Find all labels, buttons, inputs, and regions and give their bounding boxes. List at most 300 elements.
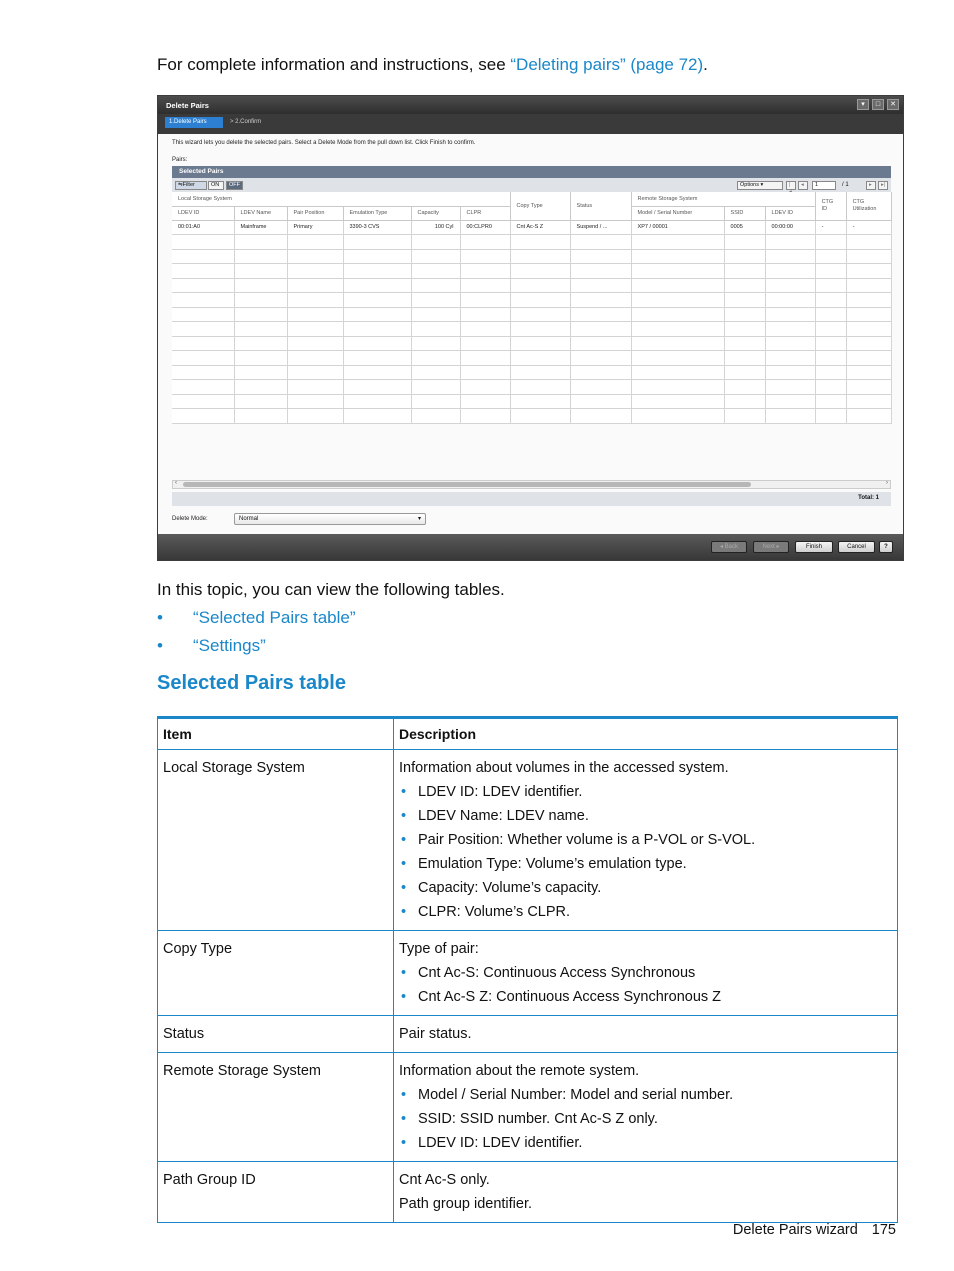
empty-cell — [411, 394, 460, 409]
empty-cell — [172, 409, 234, 424]
list-item — [399, 900, 892, 924]
empty-cell — [172, 264, 234, 279]
empty-cell — [815, 278, 846, 293]
empty-cell — [570, 278, 631, 293]
list-item — [399, 852, 892, 876]
bullet-icon: • — [401, 965, 407, 981]
bullet-text: SSID: SSID number. Cnt Ac-S Z only. — [418, 1111, 658, 1127]
wizard-description: This wizard lets you delete the selected pairs. Select a Delete Mode from the pull down list. Click Finish to confirm. — [172, 140, 476, 146]
empty-cell — [234, 380, 287, 395]
empty-cell — [570, 293, 631, 308]
empty-row — [172, 264, 891, 279]
empty-cell — [846, 278, 891, 293]
empty-cell — [172, 278, 234, 293]
empty-cell — [846, 380, 891, 395]
col-model-serial[interactable]: Model / Serial Number — [631, 206, 724, 220]
col-ldev-name[interactable]: LDEV Name — [234, 206, 287, 220]
empty-cell — [460, 278, 510, 293]
scroll-left-icon[interactable]: ‹ — [175, 480, 177, 486]
cell-model-serial: XP7 / 00001 — [631, 220, 724, 235]
empty-cell — [815, 365, 846, 380]
empty-cell — [287, 351, 343, 366]
options-button[interactable]: Options ▾ — [737, 181, 783, 190]
empty-cell — [234, 278, 287, 293]
horizontal-scrollbar[interactable] — [172, 480, 891, 489]
description-cell — [394, 931, 898, 1016]
empty-cell — [570, 394, 631, 409]
description-text: Information about volumes in the accessed system. — [399, 760, 729, 776]
bullet-text: LDEV ID: LDEV identifier. — [418, 1135, 583, 1151]
page-footer — [733, 1222, 896, 1238]
finish-button[interactable]: Finish — [795, 541, 833, 553]
description-text: Pair status. — [399, 1026, 472, 1042]
empty-cell — [510, 365, 570, 380]
col-capacity[interactable]: Capacity — [411, 206, 460, 220]
step-delete-pairs: 1.Delete Pairs — [165, 117, 223, 128]
cell-ssid: 0005 — [724, 220, 765, 235]
empty-cell — [724, 336, 765, 351]
remote-storage-group-header: Remote Storage System — [631, 192, 815, 206]
empty-cell — [172, 336, 234, 351]
delete-mode-select[interactable] — [234, 513, 426, 525]
empty-cell — [570, 235, 631, 250]
empty-cell — [343, 394, 411, 409]
empty-cell — [815, 409, 846, 424]
list-item — [399, 985, 892, 1009]
bullet-text: Cnt Ac-S: Continuous Access Synchronous — [418, 965, 696, 981]
empty-cell — [631, 409, 724, 424]
empty-cell — [172, 307, 234, 322]
empty-cell — [510, 394, 570, 409]
empty-cell — [846, 394, 891, 409]
empty-cell — [510, 264, 570, 279]
empty-cell — [343, 322, 411, 337]
col-pair-position[interactable]: Pair Position — [287, 206, 343, 220]
empty-cell — [234, 249, 287, 264]
empty-cell — [631, 365, 724, 380]
bullet-icon: • — [401, 904, 407, 920]
empty-cell — [631, 278, 724, 293]
empty-cell — [234, 409, 287, 424]
cancel-button[interactable]: Cancel — [838, 541, 875, 553]
description-text: Cnt Ac-S only. — [399, 1172, 490, 1188]
col-ctg-utilization[interactable]: CTG Utilization — [846, 192, 891, 220]
empty-row — [172, 322, 891, 337]
list-item — [399, 828, 892, 852]
empty-cell — [411, 365, 460, 380]
total-count: Total: 1 — [858, 495, 879, 501]
bullet-text: LDEV Name: LDEV name. — [418, 808, 589, 824]
empty-cell — [510, 322, 570, 337]
empty-cell — [846, 336, 891, 351]
empty-cell — [287, 380, 343, 395]
empty-cell — [460, 307, 510, 322]
wizard-title: Delete Pairs — [158, 96, 903, 114]
description-text: Information about the remote system. — [399, 1063, 640, 1079]
section-heading: Selected Pairs table — [157, 672, 346, 694]
minimize-icon[interactable]: ▾ — [857, 99, 869, 110]
item-cell: Copy Type — [158, 931, 394, 1016]
empty-cell — [510, 307, 570, 322]
empty-row — [172, 336, 891, 351]
empty-cell — [846, 409, 891, 424]
description-cell — [394, 1016, 898, 1053]
list-item — [399, 1083, 892, 1107]
list-item — [157, 608, 356, 636]
empty-cell — [724, 351, 765, 366]
col-clpr[interactable]: CLPR — [460, 206, 510, 220]
empty-cell — [765, 264, 815, 279]
empty-cell — [234, 394, 287, 409]
deleting-pairs-link[interactable]: “Deleting pairs” (page 72) — [510, 55, 704, 74]
empty-cell — [570, 365, 631, 380]
empty-cell — [765, 293, 815, 308]
bullet-icon: • — [401, 856, 407, 872]
empty-cell — [234, 336, 287, 351]
empty-cell — [765, 249, 815, 264]
empty-cell — [724, 365, 765, 380]
description-cell — [394, 1053, 898, 1162]
empty-cell — [724, 409, 765, 424]
empty-cell — [570, 336, 631, 351]
empty-cell — [724, 307, 765, 322]
empty-cell — [846, 293, 891, 308]
item-cell: Status — [158, 1016, 394, 1053]
empty-cell — [172, 394, 234, 409]
empty-cell — [724, 235, 765, 250]
table-row — [158, 1053, 898, 1162]
empty-cell — [724, 249, 765, 264]
empty-cell — [510, 278, 570, 293]
empty-cell — [815, 264, 846, 279]
bullet-text: CLPR: Volume’s CLPR. — [418, 904, 571, 920]
empty-cell — [460, 365, 510, 380]
empty-cell — [815, 235, 846, 250]
intro-text — [157, 55, 708, 75]
bullet-text: Emulation Type: Volume’s emulation type. — [418, 856, 687, 872]
empty-cell — [765, 235, 815, 250]
list-item — [399, 780, 892, 804]
wizard-body — [158, 134, 903, 534]
empty-cell — [287, 264, 343, 279]
bullet-icon: • — [401, 808, 407, 824]
empty-cell — [631, 322, 724, 337]
bullet-icon: • — [401, 880, 407, 896]
table-row — [158, 931, 898, 1016]
footer-section: Delete Pairs wizard — [732, 1222, 858, 1238]
empty-cell — [570, 249, 631, 264]
page-number-input[interactable]: 1 — [812, 181, 836, 190]
delete-pairs-wizard-screenshot — [157, 95, 904, 561]
empty-cell — [287, 293, 343, 308]
col-status[interactable]: Status — [570, 192, 631, 220]
empty-cell — [343, 336, 411, 351]
selected-pairs-grid — [172, 192, 892, 424]
empty-cell — [765, 409, 815, 424]
selected-pairs-table-link[interactable]: “Selected Pairs table” — [193, 608, 356, 627]
description-text: Type of pair: — [399, 941, 479, 957]
empty-cell — [287, 307, 343, 322]
empty-cell — [765, 322, 815, 337]
list-item — [399, 804, 892, 828]
bullet-icon: • — [157, 608, 163, 627]
empty-cell — [724, 322, 765, 337]
empty-cell — [631, 264, 724, 279]
empty-cell — [343, 409, 411, 424]
cell-emulation-type: 3390-3 CVS — [343, 220, 411, 235]
last-page-icon[interactable]: ▸| — [878, 181, 888, 190]
empty-cell — [570, 322, 631, 337]
empty-cell — [411, 278, 460, 293]
cell-ldev-name: Mainframe — [234, 220, 287, 235]
empty-row — [172, 249, 891, 264]
cell-remote-ldev-id: 00:00:00 — [765, 220, 815, 235]
bullet-icon: • — [401, 989, 407, 1005]
bullet-icon: • — [401, 1111, 407, 1127]
empty-cell — [765, 307, 815, 322]
empty-cell — [724, 264, 765, 279]
empty-cell — [343, 351, 411, 366]
empty-cell — [510, 249, 570, 264]
empty-cell — [765, 380, 815, 395]
empty-cell — [631, 235, 724, 250]
empty-row — [172, 394, 891, 409]
wizard-footer — [158, 534, 903, 561]
empty-cell — [343, 380, 411, 395]
empty-cell — [460, 409, 510, 424]
settings-link[interactable]: “Settings” — [193, 636, 266, 655]
description-list — [399, 1083, 892, 1155]
empty-cell — [343, 264, 411, 279]
bullet-text: Cnt Ac-S Z: Continuous Access Synchronous Z — [418, 989, 722, 1005]
close-icon[interactable]: ✕ — [887, 99, 899, 110]
item-cell: Path Group ID — [158, 1162, 394, 1223]
empty-row — [172, 235, 891, 250]
page-count: / 1 — [842, 182, 849, 188]
item-cell: Local Storage System — [158, 750, 394, 931]
empty-cell — [510, 336, 570, 351]
local-storage-group-header: Local Storage System — [172, 192, 510, 206]
empty-cell — [287, 278, 343, 293]
description-cell — [394, 1162, 898, 1223]
empty-cell — [460, 394, 510, 409]
empty-cell — [570, 307, 631, 322]
first-page-icon[interactable]: | — [786, 181, 796, 190]
empty-cell — [172, 249, 234, 264]
empty-cell — [724, 394, 765, 409]
empty-cell — [460, 293, 510, 308]
empty-cell — [411, 249, 460, 264]
empty-cell — [343, 278, 411, 293]
header-description: Description — [394, 718, 898, 750]
empty-cell — [510, 351, 570, 366]
empty-cell — [411, 235, 460, 250]
empty-row — [172, 307, 891, 322]
pairs-label: Pairs: — [172, 157, 188, 163]
empty-cell — [172, 293, 234, 308]
empty-cell — [287, 322, 343, 337]
bullet-icon: • — [401, 784, 407, 800]
description-text: Path group identifier. — [399, 1196, 533, 1212]
empty-cell — [846, 365, 891, 380]
empty-cell — [234, 293, 287, 308]
header-item: Item — [158, 718, 394, 750]
empty-cell — [815, 307, 846, 322]
empty-cell — [234, 322, 287, 337]
empty-row — [172, 278, 891, 293]
empty-cell — [172, 235, 234, 250]
empty-cell — [815, 351, 846, 366]
bullet-icon: • — [401, 1087, 407, 1103]
filter-off-button[interactable]: OFF — [226, 181, 243, 190]
cell-pair-position: Primary — [287, 220, 343, 235]
empty-cell — [411, 307, 460, 322]
scroll-thumb[interactable] — [183, 482, 751, 487]
filter-button[interactable]: ⇋Filter — [175, 181, 207, 190]
bullet-text: Capacity: Volume’s capacity. — [418, 880, 602, 896]
empty-cell — [460, 322, 510, 337]
list-item — [399, 1107, 892, 1131]
empty-cell — [510, 409, 570, 424]
bullet-text: Model / Serial Number: Model and serial number. — [418, 1087, 734, 1103]
empty-row — [172, 409, 891, 424]
empty-cell — [343, 365, 411, 380]
next-button[interactable]: Next ▸ — [753, 541, 789, 553]
empty-cell — [460, 336, 510, 351]
col-emulation-type[interactable]: Emulation Type — [343, 206, 411, 220]
topic-text: In this topic, you can view the following tables. — [157, 580, 505, 599]
empty-cell — [631, 394, 724, 409]
empty-cell — [411, 336, 460, 351]
empty-cell — [460, 249, 510, 264]
page-number: 175 — [871, 1222, 896, 1238]
empty-cell — [765, 278, 815, 293]
intro-prefix: For complete information and instructions, see — [157, 55, 511, 74]
bullet-icon: • — [401, 1135, 407, 1151]
selected-pairs-panel-title: Selected Pairs — [172, 166, 891, 178]
description-list — [399, 780, 892, 924]
empty-cell — [411, 322, 460, 337]
empty-cell — [510, 293, 570, 308]
item-cell: Remote Storage System — [158, 1053, 394, 1162]
empty-row — [172, 380, 891, 395]
empty-cell — [460, 235, 510, 250]
bullet-icon: • — [157, 636, 163, 655]
total-bar — [172, 492, 891, 506]
empty-row — [172, 365, 891, 380]
col-ctg-id[interactable]: CTG ID — [815, 192, 846, 220]
empty-cell — [765, 336, 815, 351]
help-button[interactable]: ? — [879, 541, 893, 553]
window-controls — [857, 99, 899, 110]
col-remote-ldev-id[interactable]: LDEV ID — [765, 206, 815, 220]
empty-cell — [172, 365, 234, 380]
empty-cell — [815, 249, 846, 264]
empty-row — [172, 293, 891, 308]
delete-mode-value: Normal — [239, 516, 259, 522]
cell-capacity: 100 Cyl — [411, 220, 460, 235]
col-copy-type[interactable]: Copy Type — [510, 192, 570, 220]
cell-ctg-utilization: - — [846, 220, 891, 235]
cell-copy-type: Cnt Ac-S Z — [510, 220, 570, 235]
wizard-steps — [158, 114, 903, 134]
empty-cell — [846, 264, 891, 279]
empty-cell — [287, 409, 343, 424]
empty-cell — [460, 380, 510, 395]
empty-cell — [846, 307, 891, 322]
prev-page-icon[interactable]: ◂ — [798, 181, 808, 190]
empty-cell — [815, 380, 846, 395]
empty-cell — [765, 351, 815, 366]
empty-cell — [411, 351, 460, 366]
empty-cell — [631, 249, 724, 264]
empty-cell — [172, 380, 234, 395]
empty-cell — [815, 322, 846, 337]
empty-cell — [846, 322, 891, 337]
empty-cell — [172, 322, 234, 337]
empty-cell — [570, 264, 631, 279]
empty-cell — [846, 351, 891, 366]
col-ldev-id[interactable]: LDEV ID — [172, 206, 234, 220]
empty-cell — [234, 365, 287, 380]
list-item — [399, 1131, 892, 1155]
empty-cell — [411, 409, 460, 424]
delete-mode-label: Delete Mode: — [172, 516, 208, 522]
empty-cell — [343, 249, 411, 264]
empty-cell — [510, 380, 570, 395]
list-item — [399, 876, 892, 900]
scroll-right-icon[interactable]: › — [886, 480, 888, 486]
empty-cell — [724, 278, 765, 293]
empty-cell — [815, 336, 846, 351]
empty-cell — [287, 235, 343, 250]
empty-cell — [815, 394, 846, 409]
table-row[interactable] — [172, 220, 891, 235]
list-item — [157, 636, 356, 664]
empty-cell — [234, 351, 287, 366]
cell-clpr: 00:CLPR0 — [460, 220, 510, 235]
empty-cell — [631, 336, 724, 351]
empty-cell — [631, 293, 724, 308]
empty-cell — [724, 380, 765, 395]
back-button[interactable]: ◂ Back — [711, 541, 747, 553]
empty-cell — [411, 293, 460, 308]
empty-cell — [234, 264, 287, 279]
filter-on-button[interactable]: ON — [208, 181, 224, 190]
empty-cell — [815, 293, 846, 308]
bullet-text: Pair Position: Whether volume is a P-VOL or S-VOL. — [418, 832, 756, 848]
cell-ctg-id: - — [815, 220, 846, 235]
empty-cell — [411, 380, 460, 395]
empty-cell — [570, 380, 631, 395]
maximize-icon[interactable]: □ — [872, 99, 884, 110]
empty-cell — [724, 293, 765, 308]
empty-cell — [411, 264, 460, 279]
empty-cell — [765, 394, 815, 409]
table-row — [158, 750, 898, 931]
bullet-text: LDEV ID: LDEV identifier. — [418, 784, 583, 800]
table-toolbar — [172, 178, 891, 192]
empty-cell — [343, 307, 411, 322]
table-row — [158, 1162, 898, 1223]
topic-links — [157, 608, 356, 664]
empty-cell — [510, 235, 570, 250]
empty-cell — [234, 235, 287, 250]
next-page-icon[interactable]: ▸ — [866, 181, 876, 190]
col-ssid[interactable]: SSID — [724, 206, 765, 220]
empty-cell — [460, 351, 510, 366]
empty-cell — [343, 235, 411, 250]
